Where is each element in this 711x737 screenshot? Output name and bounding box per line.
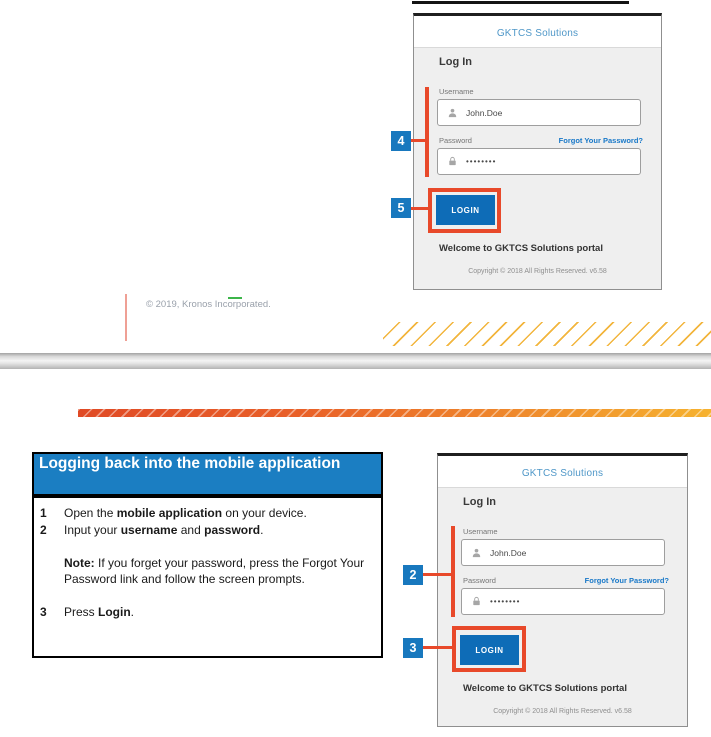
note-paragraph: Note: If you forget your password, press the Forgot Your Password link and follow the screen prompts. [64,555,365,587]
callout-2-connector [423,573,451,576]
username-value: John.Doe [466,107,503,118]
user-icon [471,547,482,558]
lock-icon [471,596,482,607]
callout-5: 5 [391,198,411,218]
welcome-text: Welcome to GKTCS Solutions portal [463,683,627,694]
brand-header [438,456,687,488]
callout-4: 4 [391,131,411,151]
login-button[interactable]: LOGIN [460,635,519,665]
step-text: Input your username and password. [64,522,264,537]
lock-icon [447,156,458,167]
callout-2: 2 [403,565,423,585]
annotation-mark [228,297,242,299]
forgot-password-link[interactable]: Forgot Your Password? [558,136,643,145]
section-title: Logging back into the mobile application [32,452,383,496]
username-label: Username [439,87,474,96]
login-button[interactable]: LOGIN [436,195,495,225]
password-input[interactable] [461,588,665,615]
login-title: Log In [463,496,496,508]
password-label: Password [439,136,472,145]
password-input[interactable] [437,148,641,175]
step-number: 2 [40,522,47,537]
orange-striped-divider [78,409,711,417]
brand-title: GKTCS Solutions [521,468,604,479]
step-number: 1 [40,506,47,520]
copyright-text: Copyright © 2018 All Rights Reserved. v6.58 [468,268,607,275]
forgot-password-link[interactable]: Forgot Your Password? [584,576,669,585]
instruction-box [32,496,383,658]
fields-bracket-top [425,87,429,177]
user-icon [447,107,458,118]
login-screen-bottom [437,453,688,727]
step-2 [40,522,369,539]
username-label: Username [463,527,498,536]
username-input[interactable] [461,539,665,566]
fields-bracket-bottom [451,526,455,617]
password-label-row [439,136,643,145]
diagonal-hatch-decoration [383,322,711,346]
username-input[interactable] [437,99,641,126]
step-text: Press Login. [64,605,135,620]
login-highlight-top [428,188,501,233]
step-text: Open the mobile application on your device. [64,506,307,520]
password-value: •••••••• [490,597,521,606]
step-3 [40,604,369,621]
username-value: John.Doe [490,547,527,558]
brand-header [414,16,661,48]
login-title: Log In [439,56,472,68]
password-label: Password [463,576,496,585]
step-1 [40,505,369,522]
top-rule-line [412,1,629,4]
callout-3: 3 [403,638,423,658]
callout-3-connector [423,646,452,649]
step-number: 3 [40,605,47,620]
password-label-row [463,576,669,585]
password-value: •••••••• [466,157,497,166]
login-highlight-bottom [452,626,526,672]
login-screen-top [413,13,662,290]
footer-accent-line [125,294,127,341]
callout-5-connector [411,207,428,210]
welcome-text: Welcome to GKTCS Solutions portal [439,243,603,254]
brand-title: GKTCS Solutions [496,28,579,39]
page-separator [0,353,711,369]
copyright-text: Copyright © 2018 All Rights Reserved. v6.58 [493,708,632,715]
kronos-copyright: © 2019, Kronos Incorporated. [146,299,271,310]
